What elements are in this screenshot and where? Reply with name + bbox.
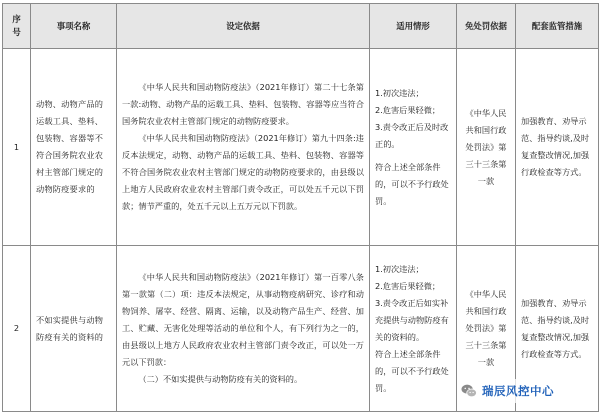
item-name: 动物、动物产品的运载工具、垫料、包装物、容器等不符合国务院农业农村主管部门规定的动物防疫要求的 [31,49,117,246]
header-no: 序号 [3,4,31,49]
case-summary: 符合上述全部条件的，可以不予行政处罚。 [375,348,449,393]
exemption-basis: 《中华人民共和国行政处罚法》第三十三条第一款 [457,49,516,246]
table-header-row [3,4,599,49]
row-number: 1 [3,49,31,246]
legal-basis [117,246,370,412]
legal-basis [117,49,370,246]
case-line: 2.危害后果轻微； [375,280,441,291]
header-cases: 适用情形 [370,4,457,49]
watermark-text: 瑞辰风控中心 [482,384,554,398]
basis-paragraph: 《中华人民共和国动物防疫法》（2021年修订）第一百零八条第一款第（二）项：违反本法规定，从事动物疫病研究、诊疗和动物饲养、屠宰、经营、隔离、运输，以及动物产品生产、经营、加工、贮藏、无害化处理等活动的单位和个人，有下列行为之一的，由县级以上地方人民政府农业农村主管部门责令改正，可以处一万元以下罚款： [122,272,364,367]
case-line: 2.危害后果轻微； [375,104,441,115]
supervision-measures: 加强教育、劝导示范、指导约谈,及时复查整改情况,加强行政检查等方式。 [516,49,599,246]
wechat-logo-icon [460,382,478,400]
case-line: 3.责令改正后如实补充提供与动物防疫有关的资料的。 [375,297,449,342]
watermark [460,379,596,403]
basis-paragraph: 《中华人民共和国动物防疫法》（2021年修订）第二十七条第一款:动物、动物产品的运载工具、垫料、包装物、容器等应当符合国务院农业农村主管部门规定的动物防疫要求。 [122,82,364,126]
supervision-measures: 加强教育、劝导示范、指导约谈,及时复查整改情况,加强行政检查等方式。 [516,246,599,412]
row-number: 2 [3,246,31,412]
case-summary: 符合上述全部条件的，可以不予行政处罚。 [375,161,449,206]
applicable-cases [370,246,457,412]
basis-paragraph: 《中华人民共和国动物防疫法》（2021年修订）第九十四条:违反本法规定，动物、动物产品的运载工具、垫料、包装物、容器等不符合国务院农业农村主管部门规定的动物防疫要求的，由县级以上地方人民政府农业农村主管部门责令改正，可以处五千元以下罚款；情节严重的，处五千元以上五万元以下罚款。 [122,133,364,211]
exemption-basis: 《中华人民共和国行政处罚法》第三十三条第一款 [457,246,516,412]
case-line: 3.责令改正后及时改正的。 [375,121,449,149]
applicable-cases [370,49,457,246]
header-exemption: 免处罚依据 [457,4,516,49]
penalty-exemption-table [2,3,599,412]
case-line: 1.初次违法； [375,87,424,98]
table-row [3,49,599,246]
item-name: 不如实提供与动物防疫有关的资料的 [31,246,117,412]
basis-paragraph: （二）不如实提供与动物防疫有关的资料的。 [138,374,303,384]
header-name: 事项名称 [31,4,117,49]
header-basis: 设定依据 [117,4,370,49]
case-line: 1.初次违法； [375,263,424,274]
header-measures: 配套监管措施 [516,4,599,49]
